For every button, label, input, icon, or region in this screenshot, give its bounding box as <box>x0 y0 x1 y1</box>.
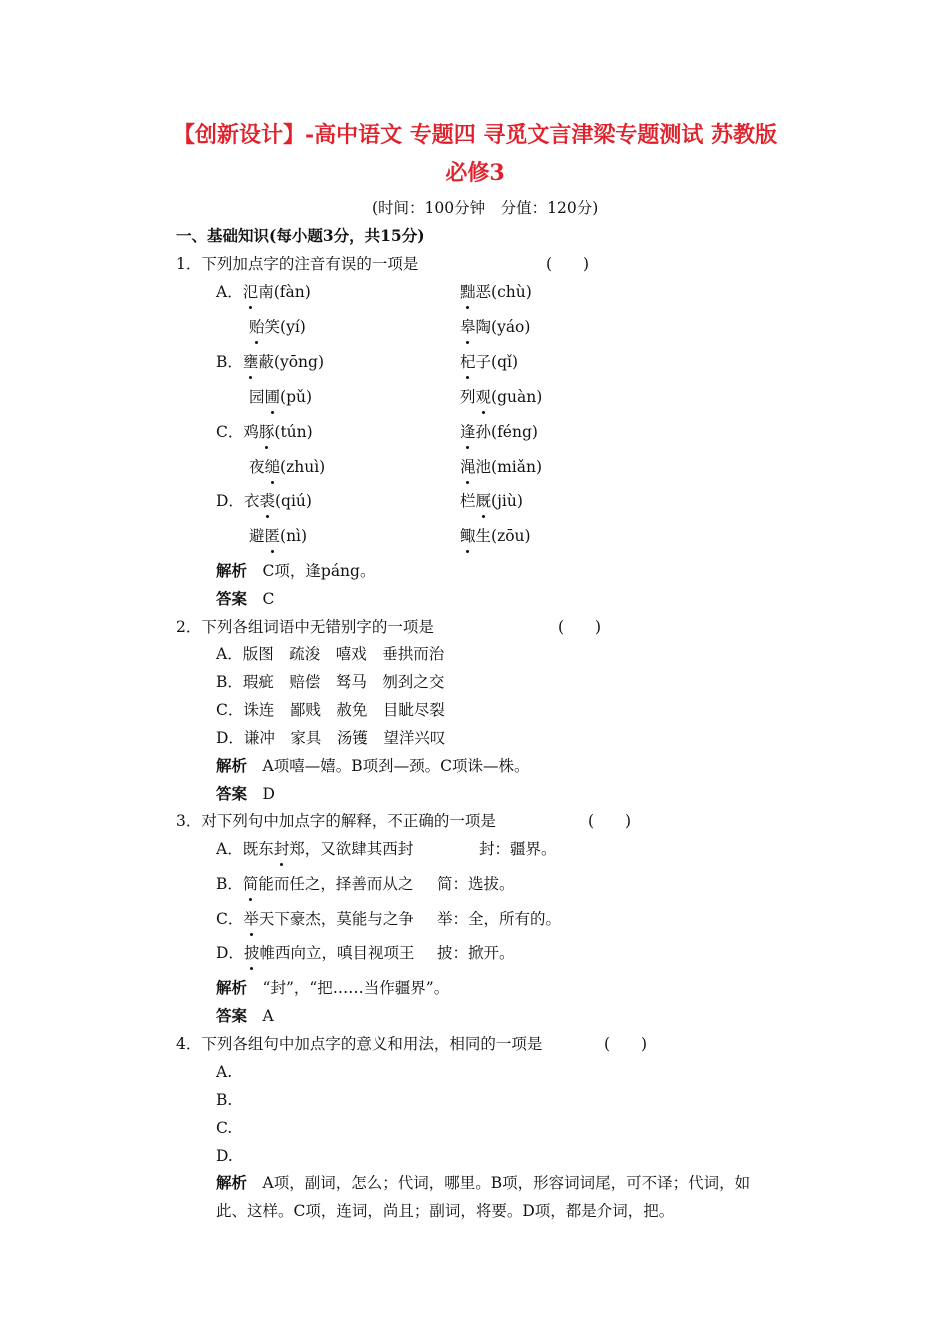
q3-answer: 答案 A <box>216 1006 274 1025</box>
answer-bracket: ( ) <box>546 255 590 273</box>
q1-option-b-2: 杞子(qǐ) <box>460 353 518 371</box>
q1-option-c-1: C．鸡豚(tún) <box>216 423 313 441</box>
emphasis-dot-char: 举 <box>243 910 259 928</box>
q1-option-c-4: 渑池(miǎn) <box>460 458 542 476</box>
emphasis-dot-char: 杞 <box>460 353 476 371</box>
q1-option-a-3: 贻笑(yí) <box>249 318 306 336</box>
question-1-stem: 1．下列加点字的注音有误的一项是 <box>176 255 419 273</box>
q4-analysis-continued: 此、这样。C项，连词，尚且；副词，将要。D项，都是介词，把。 <box>216 1202 675 1220</box>
emphasis-dot-char: 渑 <box>460 458 476 476</box>
time-score-info: (时间：100分钟 分值：120分) <box>372 199 599 217</box>
emphasis-dot-char: 简 <box>242 875 259 893</box>
emphasis-dot-char: 匿 <box>264 527 281 545</box>
q3-option-a: A．既东封郑，又欲肆其西封 <box>216 840 414 858</box>
q2-analysis: 解析 A项嘻—嬉。B项刭—颈。C项诛—株。 <box>216 756 530 775</box>
q2-option-a: A．版图 疏浚 嘻戏 垂拱而治 <box>216 645 445 663</box>
emphasis-dot-char: 圃 <box>264 388 281 406</box>
answer-bracket: ( ) <box>588 812 632 830</box>
q1-option-a-4: 皋陶(yáo) <box>460 318 531 336</box>
answer-bracket: ( ) <box>604 1035 648 1053</box>
emphasis-dot-char: 壅 <box>242 353 259 371</box>
emphasis-dot-char: 黜 <box>460 283 476 301</box>
question-2-stem: 2．下列各组词语中无错别字的一项是 <box>176 618 434 636</box>
answer-bracket: ( ) <box>558 618 602 636</box>
emphasis-dot-char: 豚 <box>258 423 275 441</box>
section-heading: 一、基础知识(每小题3分，共15分) <box>176 226 425 245</box>
q3-option-c-note: 举：全，所有的。 <box>437 910 562 928</box>
q3-option-d-note: 披：掀开。 <box>437 944 515 962</box>
question-4-stem: 4．下列各组句中加点字的意义和用法，相同的一项是 <box>176 1035 543 1053</box>
emphasis-dot-char: 厩 <box>475 492 492 510</box>
q1-option-d-2: 栏厩(jiù) <box>460 492 523 510</box>
q3-option-b: B．简能而任之，择善而从之 <box>216 875 414 893</box>
document-title-line2: 必修3 <box>445 160 505 186</box>
q1-option-c-3: 夜缒(zhuì) <box>249 458 326 476</box>
emphasis-dot-char: 封 <box>273 840 290 858</box>
emphasis-dot-char: 逢 <box>460 423 476 441</box>
q1-option-a-1: A．氾南(fàn) <box>216 283 311 301</box>
q1-option-b-1: B．壅蔽(yōng) <box>216 353 324 371</box>
q3-analysis: 解析 “封”，“把……当作疆界”。 <box>216 978 450 997</box>
q4-option-c: C. <box>216 1119 233 1137</box>
emphasis-dot-char: 缒 <box>264 458 281 476</box>
q3-option-d: D．披帷西向立，嗔目视项王 <box>216 944 415 962</box>
emphasis-dot-char: 皋 <box>460 318 476 336</box>
q4-option-b: B. <box>216 1091 233 1109</box>
emphasis-dot-char: 氾 <box>242 283 259 301</box>
q4-option-d: D. <box>216 1147 233 1165</box>
q1-option-b-4: 列观(guàn) <box>460 388 543 406</box>
q2-option-c: C．诛连 鄙贱 赦免 目眦尽裂 <box>216 701 445 719</box>
emphasis-dot-char: 裘 <box>259 492 275 510</box>
q3-option-a-note: 封：疆界。 <box>479 840 557 858</box>
document-title: 【创新设计】-高中语文 专题四 寻觅文言津梁专题测试 苏教版 <box>172 122 778 148</box>
q1-option-b-3: 园圃(pǔ) <box>249 388 313 406</box>
emphasis-dot-char: 鲰 <box>460 527 476 545</box>
question-3-stem: 3．对下列句中加点字的解释，不正确的一项是 <box>176 812 496 830</box>
q2-option-d: D．谦冲 家具 汤镬 望洋兴叹 <box>216 729 446 747</box>
q4-analysis: 解析 A项，副词，怎么；代词，哪里。B项，形容词词尾，可不译；代词，如 <box>216 1173 751 1192</box>
q1-option-c-2: 逢孙(féng) <box>460 423 538 441</box>
emphasis-dot-char: 观 <box>475 388 492 406</box>
emphasis-dot-char: 贻 <box>249 318 265 336</box>
q3-option-b-note: 简：选拔。 <box>437 875 515 893</box>
q1-option-d-3: 避匿(nì) <box>249 527 308 545</box>
q3-option-c: C．举天下豪杰，莫能与之争 <box>216 910 414 928</box>
q2-option-b: B．瑕疵 赔偿 驽马 刎刭之交 <box>216 673 445 691</box>
q1-analysis: 解析 C项，逢páng。 <box>216 561 376 580</box>
emphasis-dot-char: 披 <box>243 944 260 962</box>
q1-answer: 答案 C <box>216 589 275 608</box>
q1-option-a-2: 黜恶(chù) <box>460 283 532 301</box>
q1-option-d-4: 鲰生(zōu) <box>460 527 531 545</box>
q4-option-a: A. <box>216 1063 233 1081</box>
q1-option-d-1: D．衣裘(qiú) <box>216 492 312 510</box>
q2-answer: 答案 D <box>216 784 275 803</box>
